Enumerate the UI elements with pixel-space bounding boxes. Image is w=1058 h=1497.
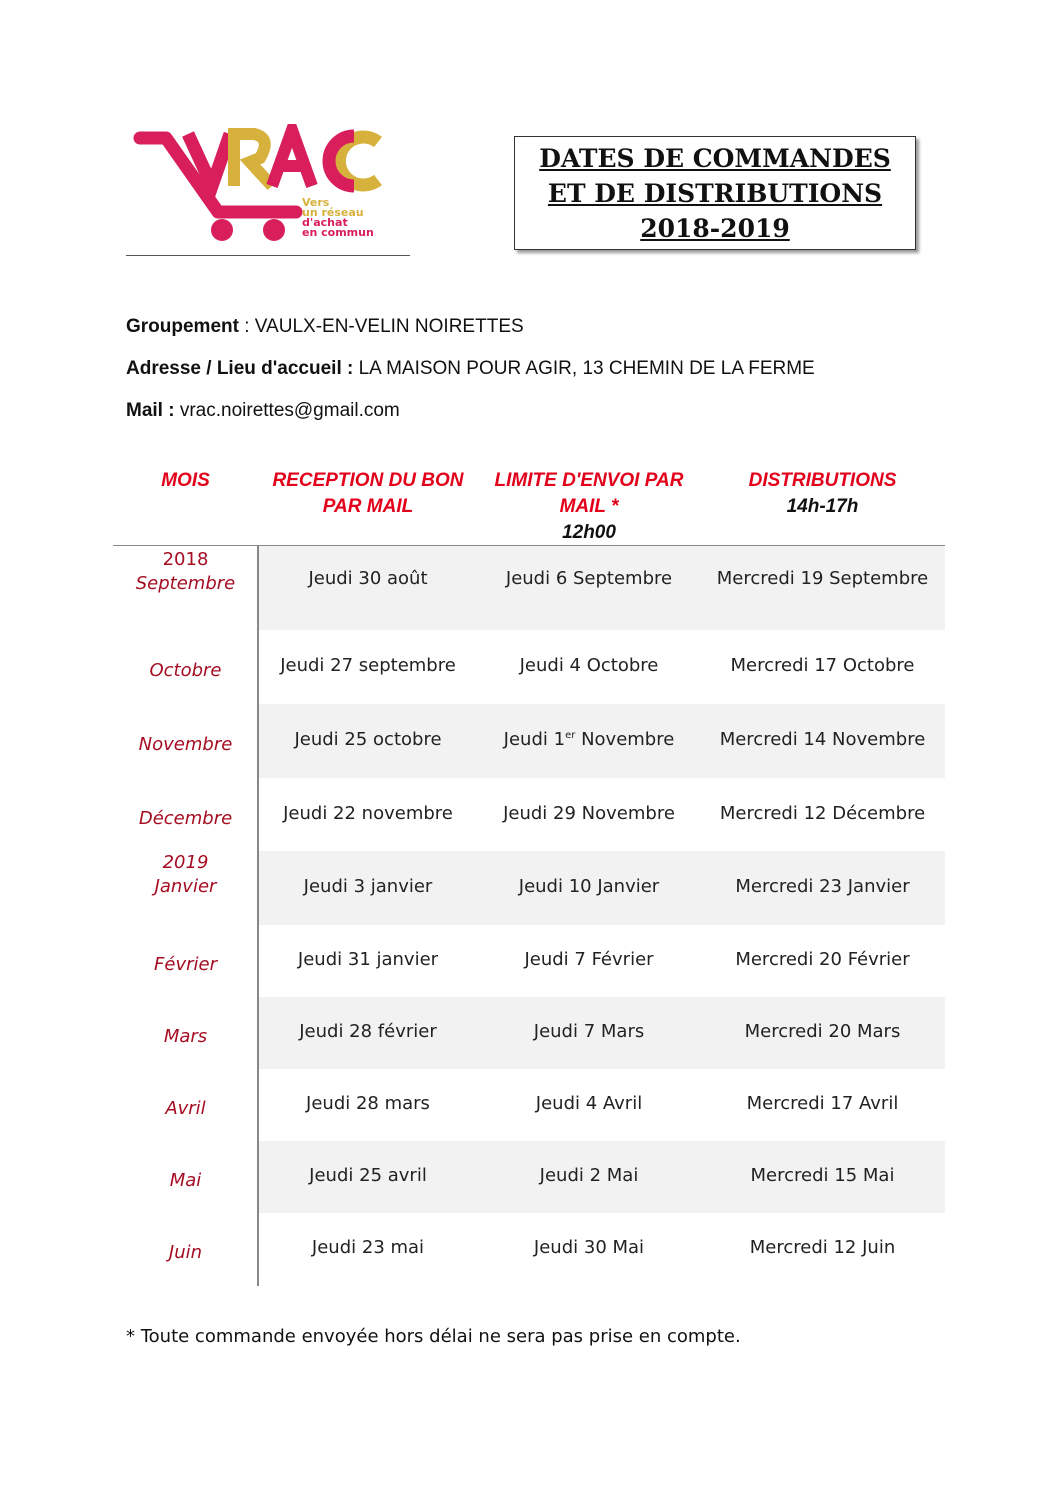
limite-cell: Jeudi 4 Avril <box>535 1093 643 1114</box>
distribution-cell: Mercredi 17 Avril <box>746 1093 899 1114</box>
table-row <box>113 704 945 778</box>
limite-cell: Jeudi 29 Novembre <box>503 802 675 824</box>
table-row <box>113 546 945 630</box>
distribution-cell: Mercredi 12 Décembre <box>719 802 926 824</box>
table-row <box>113 925 945 997</box>
footnote: * Toute commande envoyée hors délai ne sera pas prise en compte. <box>126 1326 741 1347</box>
distribution-cell: Mercredi 20 Mars <box>744 1021 901 1042</box>
month-cell <box>113 1241 258 1265</box>
month-cell <box>113 1025 258 1049</box>
month-cell <box>113 807 258 831</box>
year-label: 2019 <box>162 852 209 873</box>
month-cell <box>113 548 258 596</box>
month-cell <box>113 733 258 757</box>
adresse-line: Adresse / Lieu d'accueil : LA MAISON POUR AGIR, 13 CHEMIN DE LA FERME <box>126 358 815 379</box>
reception-cell: Jeudi 22 novembre <box>283 802 453 824</box>
reception-cell: Jeudi 3 janvier <box>303 876 433 897</box>
header-distributions: DISTRIBUTIONS 14h-17h <box>748 470 897 517</box>
table-row <box>113 1069 945 1141</box>
reception-cell: Jeudi 25 octobre <box>294 729 442 750</box>
reception-cell: Jeudi 30 août <box>308 568 428 589</box>
month-label: Juin <box>168 1242 203 1263</box>
reception-cell: Jeudi 31 janvier <box>297 949 439 970</box>
table-row <box>113 1141 945 1213</box>
limite-cell: Jeudi 10 Janvier <box>518 876 660 897</box>
month-cell <box>113 1097 258 1121</box>
groupement-line: Groupement : VAULX-EN-VELIN NOIRETTES <box>126 316 524 337</box>
limite-cell: Jeudi 7 Mars <box>533 1021 645 1042</box>
month-label: Décembre <box>138 807 233 829</box>
month-label: Septembre <box>135 573 236 594</box>
distribution-cell: Mercredi 19 Septembre <box>716 568 929 589</box>
limite-cell: Jeudi 4 Octobre <box>519 655 659 676</box>
header-divider <box>113 545 945 546</box>
distribution-cell: Mercredi 23 Janvier <box>735 876 910 897</box>
month-label: Janvier <box>154 876 217 897</box>
header-reception: RECEPTION DU BON PAR MAIL <box>272 470 464 517</box>
header-limite: LIMITE D'ENVOI PAR MAIL * 12h00 <box>494 470 684 543</box>
limite-cell: Jeudi 2 Mai <box>539 1165 639 1186</box>
month-cell <box>113 851 258 899</box>
month-cell <box>113 659 258 683</box>
distribution-cell: Mercredi 20 Février <box>735 949 910 970</box>
month-label: Novembre <box>138 734 233 755</box>
reception-cell: Jeudi 27 septembre <box>280 655 456 676</box>
reception-cell: Jeudi 23 mai <box>311 1237 425 1258</box>
table-row <box>113 997 945 1069</box>
month-label: Avril <box>165 1098 206 1119</box>
mail-line: Mail : vrac.noirettes@gmail.com <box>126 400 400 421</box>
table-row <box>113 851 945 925</box>
year-label: 2018 <box>162 549 209 570</box>
month-cell <box>113 1169 258 1193</box>
mail-link[interactable]: vrac.noirettes@gmail.com <box>174 400 400 421</box>
distribution-cell: Mercredi 17 Octobre <box>730 655 915 676</box>
reception-cell: Jeudi 25 avril <box>309 1165 427 1186</box>
month-label: Février <box>154 954 217 975</box>
month-label: Mai <box>169 1170 202 1191</box>
distribution-cell: Mercredi 14 Novembre <box>719 729 926 750</box>
table-row <box>113 1213 945 1285</box>
table-row <box>113 630 945 704</box>
reception-cell: Jeudi 28 février <box>299 1021 437 1042</box>
limite-cell: Jeudi 7 Février <box>524 949 654 970</box>
distribution-cell: Mercredi 15 Mai <box>750 1165 895 1186</box>
limite-cell: Jeudi 6 Septembre <box>505 568 673 589</box>
month-label: Octobre <box>149 660 222 681</box>
limite-cell: Jeudi 30 Mai <box>533 1237 645 1258</box>
reception-cell: Jeudi 28 mars <box>306 1093 430 1114</box>
column-divider <box>257 546 259 1286</box>
month-cell <box>113 953 258 977</box>
table-row <box>113 778 945 851</box>
limite-cell: Jeudi 1er Novembre <box>503 729 675 750</box>
vrac-logo <box>126 124 410 256</box>
distribution-cell: Mercredi 12 Juin <box>749 1237 896 1258</box>
logo-tagline: Vers un réseau d'achat en commun <box>302 196 374 239</box>
document-title: DATES DE COMMANDES ET DE DISTRIBUTIONS 2018-2019 <box>514 136 916 250</box>
header-mois: MOIS <box>161 470 210 491</box>
month-label: Mars <box>163 1026 208 1047</box>
